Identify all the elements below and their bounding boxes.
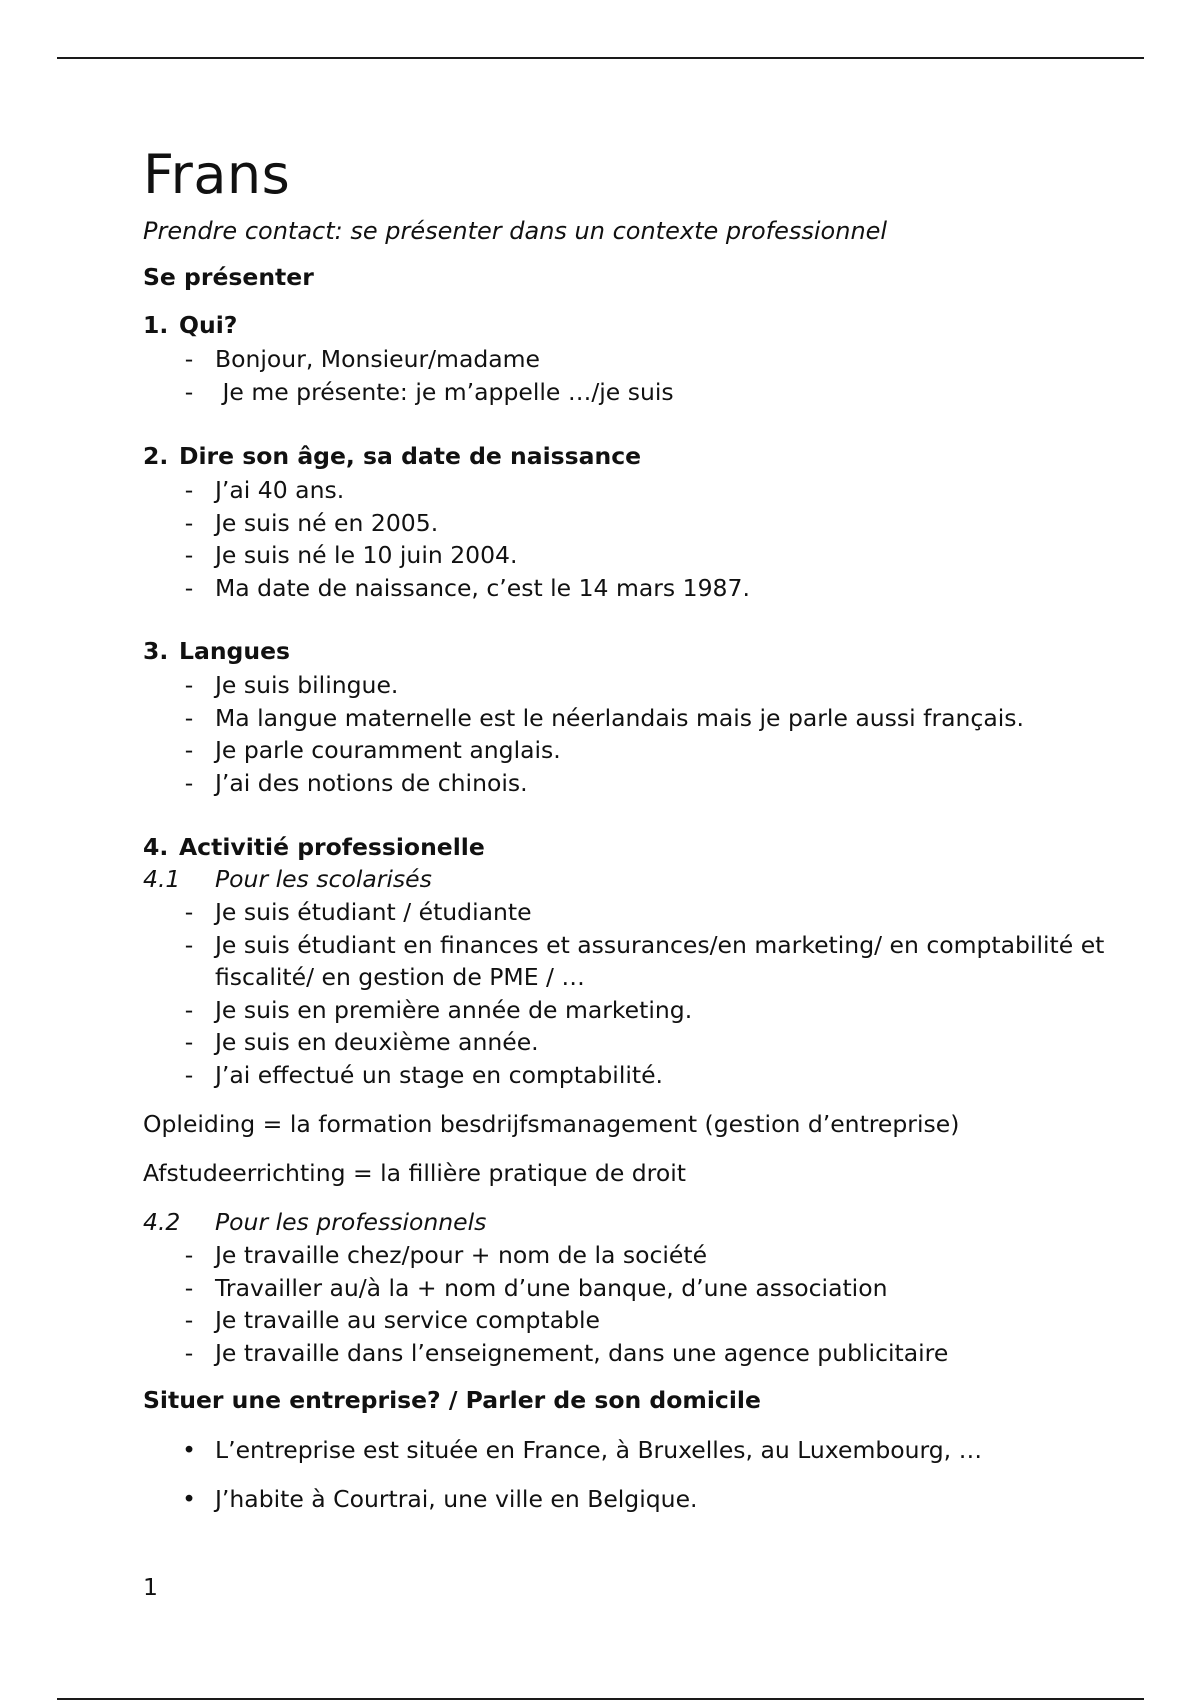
- list-item-text: Ma date de naissance, c’est le 14 mars 1987.: [215, 573, 750, 602]
- dash-marker: -: [184, 508, 194, 537]
- heading-age: [143, 441, 641, 471]
- list-item: [179, 669, 1139, 702]
- section-heading: Se présenter: [143, 263, 314, 291]
- list-item-text: Ma langue maternelle est le néerlandais mais je parle aussi français.: [215, 703, 1024, 732]
- location-heading: Situer une entreprise? / Parler de son domicile: [143, 1386, 761, 1414]
- list-item-text: Je suis en première année de marketing.: [215, 995, 693, 1024]
- list-langues: [179, 669, 1139, 799]
- dash-marker: -: [184, 377, 194, 406]
- dash-marker: -: [184, 671, 194, 699]
- dash-marker: -: [184, 995, 194, 1024]
- heading-qui: [143, 310, 237, 340]
- list-item: [179, 1026, 1139, 1059]
- dash-marker: -: [184, 703, 194, 732]
- subheading-text: Pour les professionnels: [215, 1208, 487, 1236]
- list-item: [179, 1337, 1139, 1370]
- list-item: [179, 572, 1139, 605]
- list-item: [179, 539, 1139, 572]
- dash-marker: -: [184, 345, 194, 373]
- list-item-text: Je suis né en 2005.: [215, 508, 439, 537]
- list-item-text: Je me présente: je m’appelle …/je suis: [215, 377, 674, 406]
- list-item: [179, 1434, 1139, 1467]
- list-item: [179, 343, 1139, 376]
- document-title: Frans: [143, 143, 291, 206]
- heading-langues: [143, 636, 290, 666]
- heading-text: Dire son âge, sa date de naissance: [179, 442, 642, 470]
- heading-activite: [143, 832, 485, 862]
- heading-number: 3.: [143, 637, 169, 665]
- heading-number: 2.: [143, 442, 169, 470]
- heading-text: Activitié professionelle: [179, 833, 485, 861]
- subheading-text: Pour les scolarisés: [215, 865, 432, 893]
- heading-text: Langues: [179, 637, 291, 665]
- bullet-marker: •: [182, 1436, 196, 1464]
- list-location: [179, 1434, 1139, 1531]
- list-item: [179, 1483, 1139, 1516]
- list-item: [179, 1272, 1139, 1305]
- list-scolarises: [179, 896, 1139, 1091]
- subheading-scolarises: [143, 864, 432, 894]
- list-item-text: Je travaille au service comptable: [215, 1306, 600, 1334]
- dash-marker: -: [184, 573, 194, 602]
- list-item: [179, 929, 1139, 994]
- list-item-text: J’ai des notions de chinois.: [215, 768, 528, 797]
- dash-marker: -: [184, 1028, 194, 1056]
- dash-marker: -: [184, 1241, 194, 1269]
- heading-text: Qui?: [179, 311, 238, 339]
- dash-marker: -: [184, 1338, 194, 1367]
- list-item-text: Je suis en deuxième année.: [215, 1028, 539, 1056]
- list-qui: [179, 343, 1139, 408]
- list-item: [179, 702, 1139, 735]
- list-item-text: L’entreprise est située en France, à Bruxelles, au Luxembourg, …: [215, 1436, 983, 1464]
- list-item-text: Travailler au/à la + nom d’une banque, d’une association: [215, 1273, 888, 1302]
- dash-marker: -: [184, 736, 194, 764]
- list-item-text: Je parle couramment anglais.: [215, 736, 561, 764]
- list-age: [179, 474, 1139, 604]
- list-professionnels: [179, 1239, 1139, 1369]
- list-item: [179, 1059, 1139, 1092]
- list-item-text: Je travaille dans l’enseignement, dans une agence publicitaire: [215, 1338, 949, 1367]
- list-item-text: J’ai effectué un stage en comptabilité.: [215, 1060, 664, 1089]
- dash-marker: -: [184, 1273, 194, 1302]
- list-item: [179, 734, 1139, 767]
- note-afstudeerrichting: Afstudeerrichting = la fillière pratique de droit: [143, 1159, 686, 1187]
- dash-marker: -: [184, 768, 194, 797]
- list-item-text: Je travaille chez/pour + nom de la société: [215, 1241, 708, 1269]
- dash-marker: -: [184, 541, 194, 569]
- list-item: [179, 376, 1139, 409]
- list-item: [179, 474, 1139, 507]
- list-item-text: Je suis né le 10 juin 2004.: [215, 541, 518, 569]
- list-item: [179, 767, 1139, 800]
- heading-number: 1.: [143, 311, 169, 339]
- list-item: [179, 507, 1139, 540]
- subheading-number: 4.2: [143, 1208, 181, 1236]
- subheading-number: 4.1: [143, 865, 181, 893]
- list-item-text: Bonjour, Monsieur/madame: [215, 345, 541, 373]
- list-item: [179, 896, 1139, 929]
- heading-number: 4.: [143, 833, 169, 861]
- dash-marker: -: [184, 898, 194, 926]
- list-item-text: Je suis bilingue.: [215, 671, 399, 699]
- note-opleiding: Opleiding = la formation besdrijfsmanagement (gestion d’entreprise): [143, 1110, 960, 1138]
- dash-marker: -: [184, 476, 194, 504]
- list-item: [179, 1239, 1139, 1272]
- list-item: [179, 1304, 1139, 1337]
- dash-marker: -: [184, 1060, 194, 1089]
- page-number: 1: [143, 1573, 158, 1601]
- document-subtitle: Prendre contact: se présenter dans un contexte professionnel: [143, 217, 888, 245]
- header-rule: [57, 57, 1144, 59]
- list-item-text: Je suis étudiant en finances et assurances/en marketing/ en comptabilité et fiscalité/ en gestion de PME / …: [215, 930, 1105, 991]
- list-item: [179, 994, 1139, 1027]
- subheading-professionnels: [143, 1207, 486, 1237]
- list-item-text: J’ai 40 ans.: [215, 476, 345, 504]
- dash-marker: -: [184, 1306, 194, 1334]
- list-item-text: J’habite à Courtrai, une ville en Belgique.: [215, 1484, 698, 1513]
- list-item-text: Je suis étudiant / étudiante: [215, 898, 532, 926]
- bullet-marker: •: [182, 1484, 196, 1513]
- dash-marker: -: [184, 930, 194, 959]
